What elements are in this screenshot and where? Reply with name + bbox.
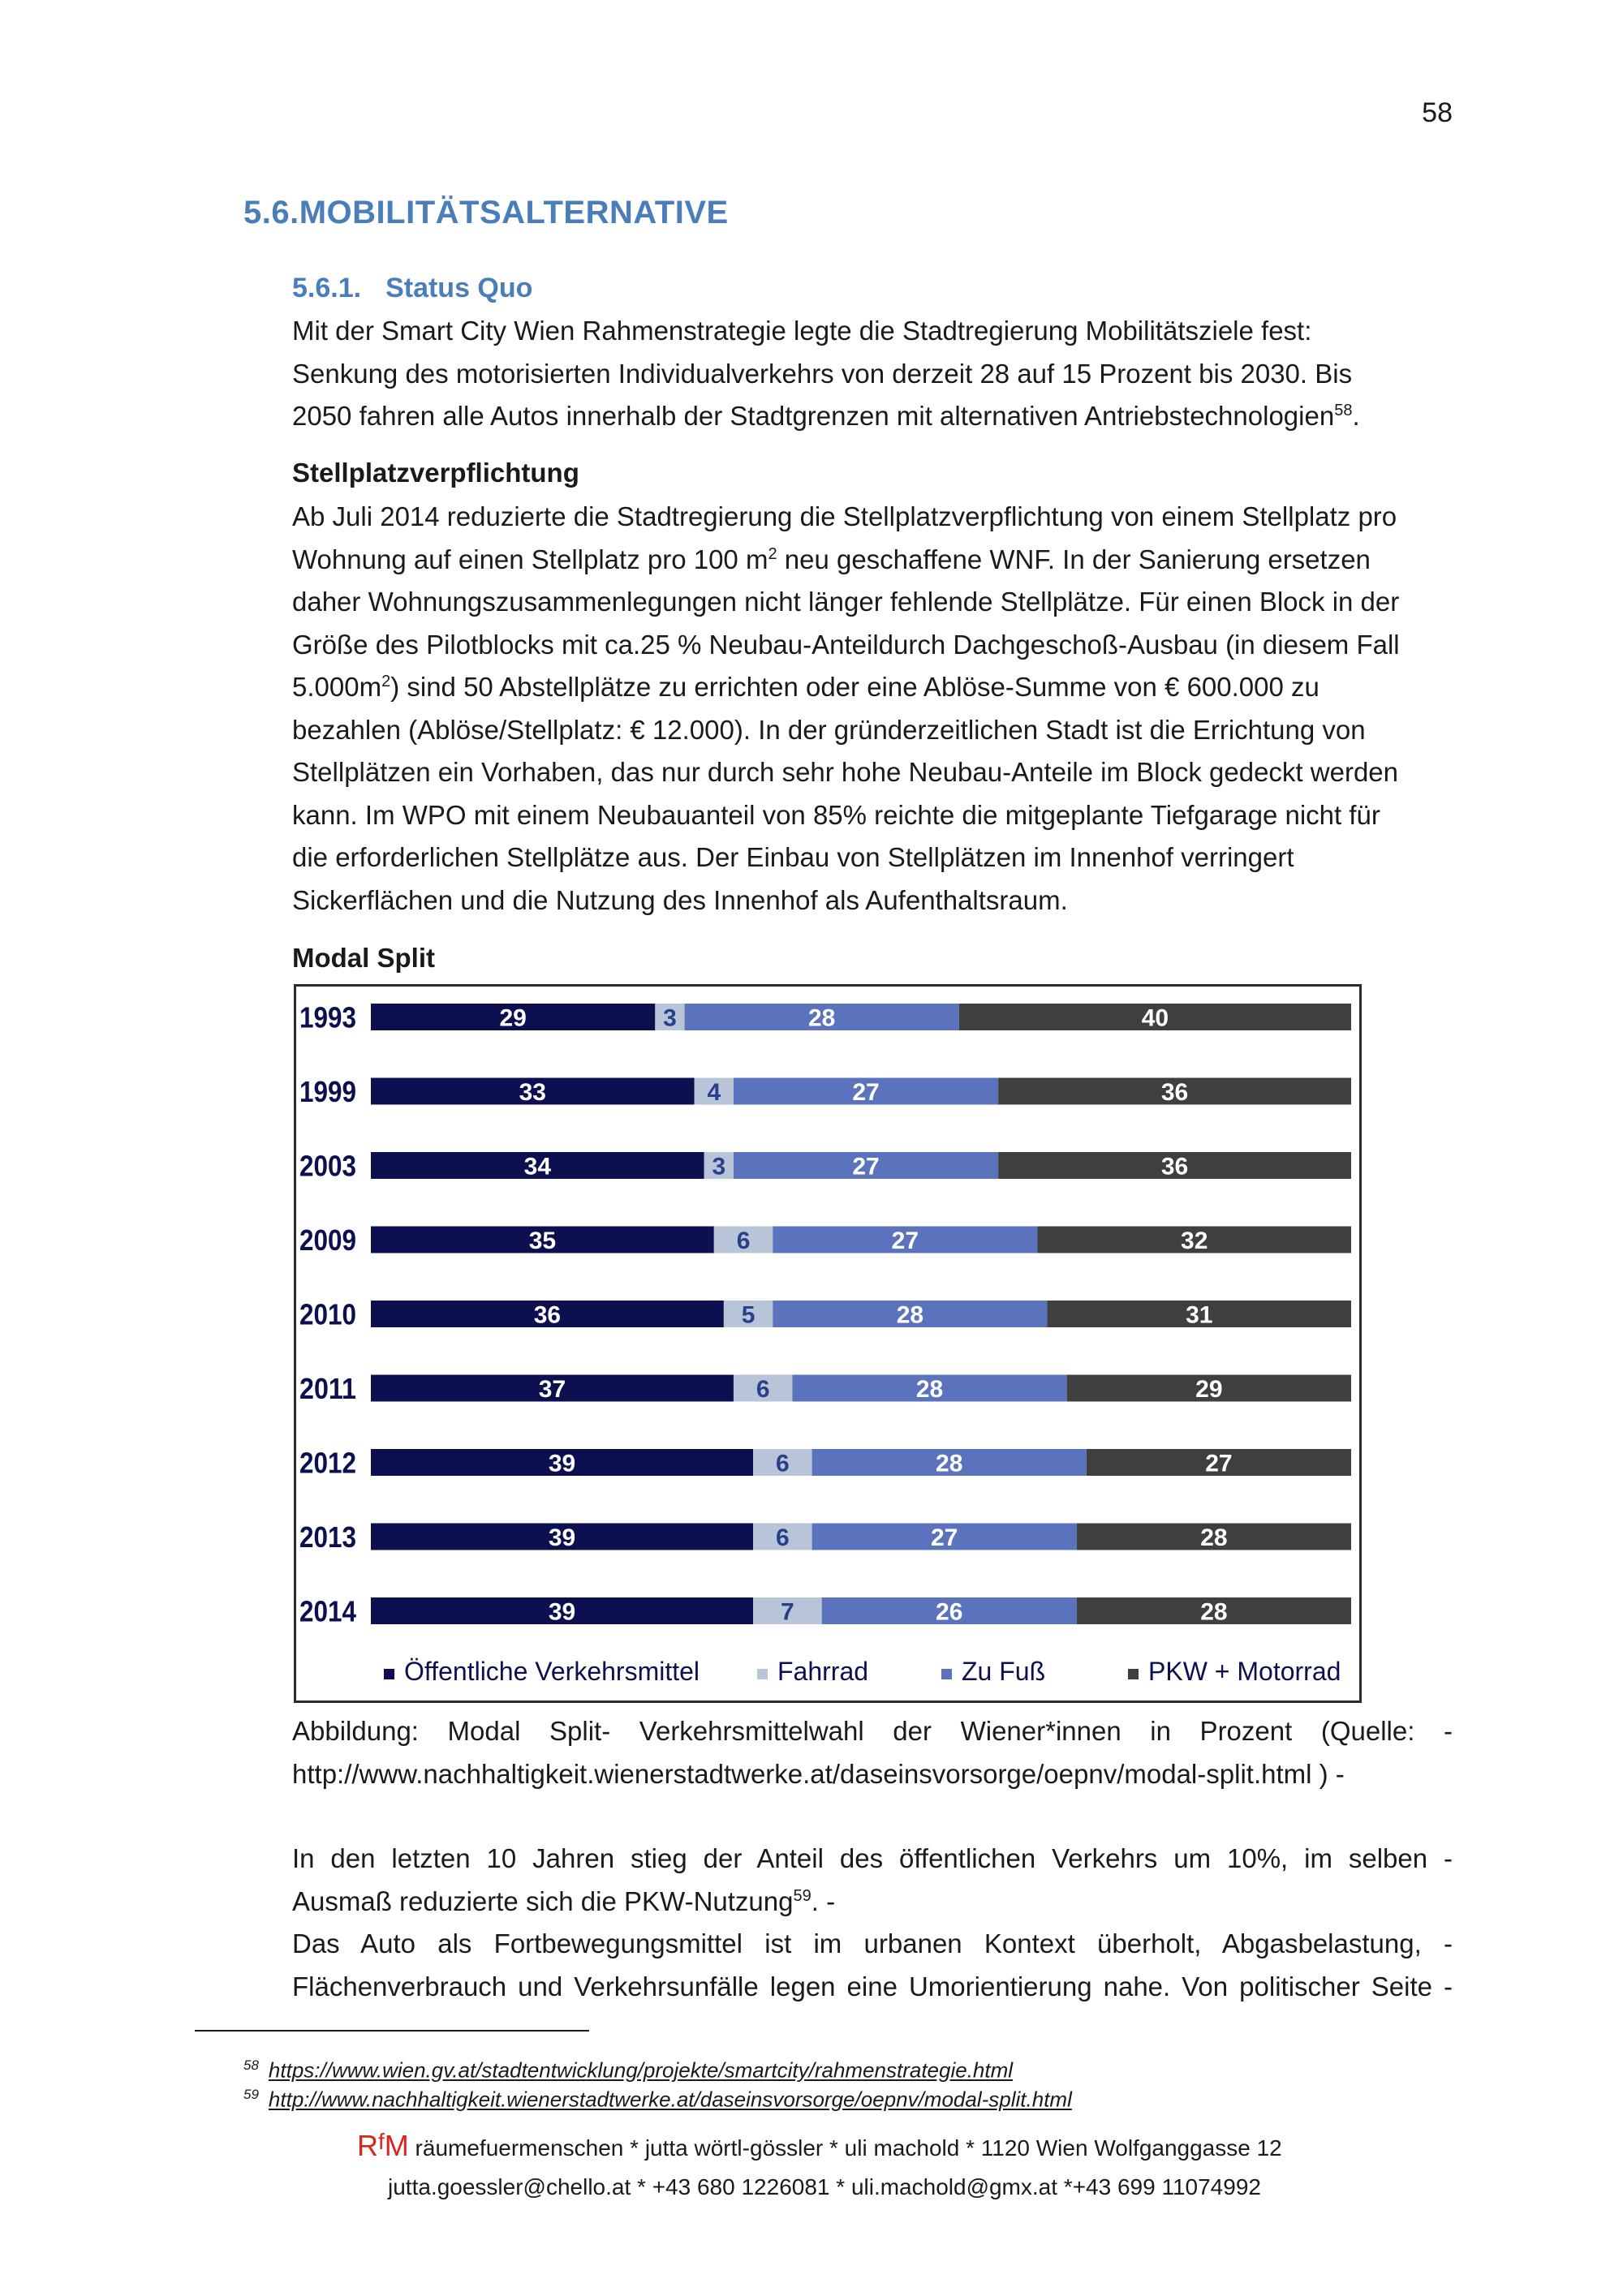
data-label: 36 xyxy=(1160,1079,1189,1106)
text-line: daher Wohnungszusammenlegungen nicht länger fehlende Stellplätze. Für einen Block in der xyxy=(292,587,1400,617)
data-label: 5 xyxy=(741,1301,756,1329)
data-label: 33 xyxy=(519,1079,547,1106)
legend-label: Zu Fuß xyxy=(962,1657,1046,1686)
data-label: 28 xyxy=(896,1301,924,1329)
text-line: Sickerflächen und die Nutzung des Innenhof als Aufenthaltsraum. xyxy=(292,884,1068,915)
legend-swatch xyxy=(941,1669,952,1679)
text-line: Das Auto als Fortbewegungsmittel ist im urbanen Kontext überholt, Abgasbelastung, - xyxy=(292,1928,1453,1958)
subsection-heading xyxy=(292,273,532,304)
year-label: 2014 xyxy=(299,1594,356,1628)
data-label: 6 xyxy=(736,1228,751,1254)
data-label: 39 xyxy=(548,1450,576,1477)
data-label: 7 xyxy=(781,1598,794,1626)
data-label: 3 xyxy=(663,1004,677,1032)
data-label: 29 xyxy=(499,1004,527,1032)
year-label: 2003 xyxy=(299,1149,356,1183)
footnote-59 xyxy=(243,2087,1072,2113)
year-label: 2009 xyxy=(299,1223,356,1257)
data-label: 34 xyxy=(523,1153,552,1180)
data-label: 28 xyxy=(1200,1524,1228,1551)
data-label: 26 xyxy=(936,1598,963,1626)
text-line: bezahlen (Ablöse/Stellplatz: € 12.000). In der gründerzeitlichen Stadt ist die Errichtung von xyxy=(292,714,1366,745)
text-line: Flächenverbrauch und Verkehrsunfälle legen eine Umorientierung nahe. Von politischer Seite - xyxy=(292,1971,1453,2001)
caption-source-link[interactable]: http://www.nachhaltigkeit.wienerstadtwerke.at/daseinsvorsorge/oepnv/modal-split.html ) - xyxy=(292,1758,1345,1789)
data-label: 6 xyxy=(776,1450,790,1477)
data-label: 27 xyxy=(930,1524,958,1551)
footer-contact: jutta.goessler@chello.at * +43 680 1226081 * uli.machold@gmx.at *+43 699 11074992 xyxy=(388,2174,1261,2199)
text-line: Wohnung auf einen Stellplatz pro 100 $m^2$ neu geschaffene WNF. In der Sanierung ersetzen xyxy=(292,544,1371,574)
subsection-number: 5.6.1. xyxy=(292,273,362,303)
footnote-ref-59[interactable]: 59 xyxy=(793,1886,812,1905)
text-line: Ausmaß reduzierte sich die PKW-Nutzung$^{59}$. - xyxy=(292,1885,836,1916)
text-line: die erforderlichen Stellplätze aus. Der Einbau von Stellplätzen im Innenhof verringert xyxy=(292,842,1294,872)
text-line: In den letzten 10 Jahren stieg der Anteil des öffentlichen Verkehrs um 10%, im selben - xyxy=(292,1843,1453,1873)
text-line: Größe des Pilotblocks mit ca.25 % Neubau-Anteildurch Dachgeschoß-Ausbau (in diesem Fall xyxy=(292,629,1400,660)
legend-swatch xyxy=(1128,1669,1139,1679)
legend-swatch xyxy=(384,1669,394,1679)
legend-label: PKW + Motorrad xyxy=(1148,1657,1341,1686)
data-label: 27 xyxy=(1205,1450,1233,1477)
text-line: 2050 fahren alle Autos innerhalb der Stadtgrenzen mit alternativen Antriebstechnologien$^{58}$. xyxy=(292,401,1360,431)
footnote-link[interactable]: https://www.wien.gv.at/stadtentwicklung/projekte/smartcity/rahmenstrategie.html xyxy=(268,2057,1014,2083)
paragraph-status-quo xyxy=(292,310,1443,438)
figure-caption xyxy=(292,1710,1453,1795)
data-label: 27 xyxy=(891,1228,919,1254)
data-label: 31 xyxy=(1186,1301,1213,1329)
caption-line: Abbildung: Modal Split- Verkehrsmittelwahl der Wiener*innen in Prozent (Quelle: - xyxy=(292,1716,1453,1746)
heading-modal-split: Modal Split xyxy=(292,943,435,973)
footnote-ref-58[interactable]: 58 xyxy=(1334,402,1353,419)
rfm-logo: RfM xyxy=(357,2129,409,2162)
footnote-58 xyxy=(243,2057,1013,2083)
footnote-mark: 59 xyxy=(243,2087,259,2102)
text-line: Stellplätzen ein Vorhaben, das nur durch sehr hohe Neubau-Anteile im Block gedeckt werden xyxy=(292,757,1399,787)
data-label: 6 xyxy=(776,1524,790,1551)
data-label: 28 xyxy=(936,1450,963,1477)
data-label: 4 xyxy=(707,1079,721,1106)
section-number: 5.6. xyxy=(243,195,299,230)
data-label: 29 xyxy=(1195,1376,1223,1403)
data-label: 28 xyxy=(807,1004,836,1032)
footnote-link[interactable]: http://www.nachhaltigkeit.wienerstadtwerke.at/daseinsvorsorge/oepnv/modal-split.html xyxy=(268,2087,1072,2112)
text-line: Ab Juli 2014 reduzierte die Stadtregierung die Stellplatzverpflichtung von einem Stellplatz pro xyxy=(292,501,1397,531)
legend-swatch xyxy=(757,1669,768,1679)
data-label: 3 xyxy=(712,1153,726,1180)
chart-canvas xyxy=(296,987,1359,1701)
year-label: 2013 xyxy=(299,1520,356,1554)
data-label: 37 xyxy=(538,1376,566,1403)
page-number: 58 xyxy=(1422,97,1453,128)
data-label: 35 xyxy=(528,1228,557,1254)
data-label: 27 xyxy=(852,1153,880,1180)
data-label: 39 xyxy=(548,1598,576,1626)
data-label: 6 xyxy=(756,1376,770,1403)
section-title: MOBILITÄTSALTERNATIVE xyxy=(299,195,729,230)
text-line: $5.000m^2$) sind 50 Abstellplätze zu errichten oder eine Ablöse-Summe von € 600.000 zu xyxy=(292,672,1319,702)
section-heading xyxy=(243,195,729,231)
data-label: 40 xyxy=(1141,1004,1169,1032)
year-label: 1999 xyxy=(299,1075,356,1108)
data-label: 36 xyxy=(1160,1153,1189,1180)
year-label: 2011 xyxy=(299,1372,356,1405)
legend-label: Fahrrad xyxy=(777,1657,869,1686)
subsection-title: Status Quo xyxy=(385,273,533,303)
year-label: 1993 xyxy=(299,1000,356,1034)
paragraph-stellplatz xyxy=(292,496,1443,922)
text-line: Senkung des motorisierten Individualverkehrs von derzeit 28 auf 15 Prozent bis 2030. Bis xyxy=(292,358,1353,389)
paragraph-modal-split xyxy=(292,1838,1453,2008)
footer-address-text: räumefuermenschen * jutta wörtl-gössler * uli machold * 1120 Wien Wolfganggasse 12 xyxy=(408,2135,1282,2161)
data-label: 36 xyxy=(533,1301,562,1329)
footer-address xyxy=(357,2129,1282,2163)
text-line: Mit der Smart City Wien Rahmenstrategie legte die Stadtregierung Mobilitätsziele fest: xyxy=(292,316,1312,346)
year-label: 2012 xyxy=(299,1446,356,1480)
data-label: 32 xyxy=(1181,1228,1208,1254)
modal-split-chart xyxy=(294,984,1362,1703)
footnote-mark: 58 xyxy=(243,2057,259,2073)
footnote-divider xyxy=(195,2030,589,2032)
text-line: kann. Im WPO mit einem Neubauanteil von 85% reichte die mitgeplante Tiefgarage nicht für xyxy=(292,799,1380,830)
data-label: 27 xyxy=(852,1079,880,1106)
heading-stellplatzverpflichtung: Stellplatzverpflichtung xyxy=(292,458,579,488)
data-label: 39 xyxy=(548,1524,576,1551)
legend-label: Öffentliche Verkehrsmittel xyxy=(404,1657,700,1686)
data-label: 28 xyxy=(915,1376,944,1403)
year-label: 2010 xyxy=(299,1297,356,1331)
data-label: 28 xyxy=(1200,1598,1228,1626)
